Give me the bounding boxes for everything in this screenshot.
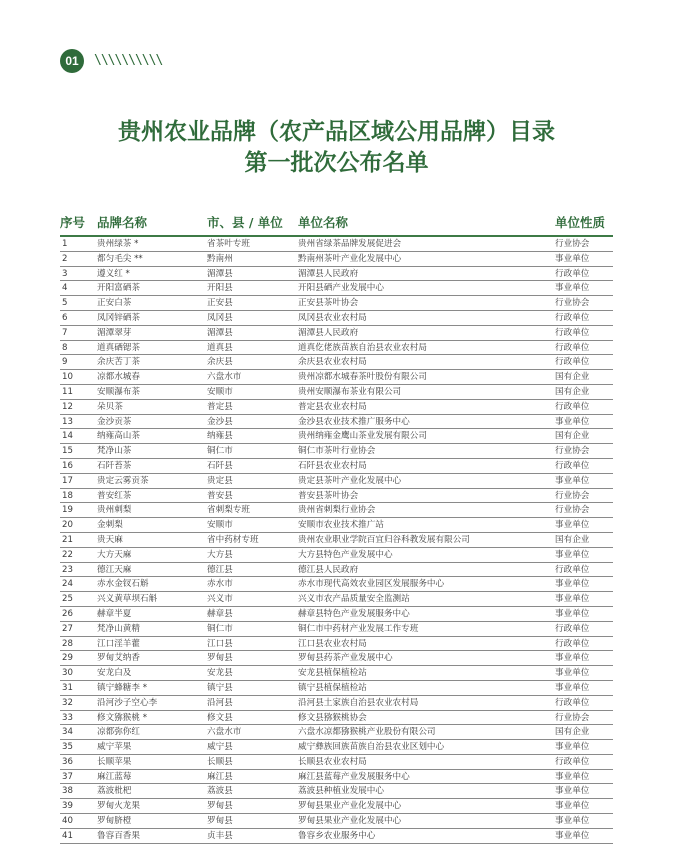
table-row — [60, 637, 613, 652]
city-county: 长顺县 — [207, 756, 233, 767]
row-number: 1 — [62, 239, 68, 249]
city-county: 金沙县 — [207, 416, 233, 427]
col-header-city: 市、县 / 单位 — [207, 215, 283, 230]
unit-type: 行业协会 — [555, 446, 590, 457]
city-county: 道真县 — [207, 342, 233, 353]
row-number: 10 — [62, 372, 73, 383]
unit-type: 事业单位 — [555, 816, 590, 827]
unit-name: 罗甸县药茶产业发展中心 — [298, 653, 393, 664]
unit-name: 湄潭县人民政府 — [298, 327, 359, 338]
table-row — [60, 252, 613, 267]
unit-type: 事业单位 — [555, 653, 590, 664]
table-row — [60, 666, 613, 681]
row-number: 11 — [62, 386, 73, 397]
unit-name: 贵定县茶叶产业化发展中心 — [298, 475, 402, 486]
city-county: 沿河县 — [207, 697, 233, 708]
unit-type: 国有企业 — [555, 386, 590, 397]
brand-name: 鲁容百香果 — [97, 830, 140, 841]
row-number: 30 — [62, 668, 73, 679]
city-county: 贵定县 — [207, 475, 233, 486]
unit-name: 石阡县农业农村局 — [298, 460, 367, 471]
row-number: 18 — [62, 490, 73, 501]
row-number: 29 — [62, 653, 73, 664]
unit-type: 行政单位 — [555, 401, 590, 412]
city-county: 湄潭县 — [207, 327, 233, 338]
brand-name: 威宁苹果 — [97, 742, 132, 753]
unit-name: 镇宁县植保植检站 — [298, 682, 367, 693]
brand-name: 罗甸脐橙 — [97, 816, 132, 827]
table-row — [60, 311, 613, 326]
row-number: 28 — [62, 638, 73, 649]
unit-type: 事业单位 — [555, 608, 590, 619]
city-county: 铜仁市 — [207, 446, 233, 457]
brand-name: 德江天麻 — [97, 564, 132, 575]
row-number: 41 — [62, 830, 73, 841]
brand-name: 安龙白及 — [97, 668, 132, 679]
unit-type: 国有企业 — [555, 431, 590, 442]
city-county: 纳雍县 — [207, 431, 233, 442]
unit-type: 行业协会 — [555, 239, 590, 249]
unit-type: 行政单位 — [555, 357, 590, 368]
unit-name: 麻江县蓝莓产业发展服务中心 — [298, 771, 410, 782]
table-header — [60, 213, 613, 233]
section-number-badge: 01 — [60, 49, 84, 73]
unit-name: 长顺县农业农村局 — [298, 756, 367, 767]
city-county: 铜仁市 — [207, 623, 233, 634]
row-number: 4 — [62, 283, 68, 294]
unit-type: 行政单位 — [555, 312, 590, 323]
row-number: 3 — [62, 268, 68, 279]
unit-type: 事业单位 — [555, 416, 590, 427]
table-row — [60, 370, 613, 385]
unit-type: 行政单位 — [555, 268, 590, 279]
table-row — [60, 563, 613, 578]
brand-name: 正安白茶 — [97, 298, 132, 309]
city-county: 赤水市 — [207, 579, 233, 590]
brand-name: 凉都弥你红 — [97, 727, 140, 738]
city-county: 罗甸县 — [207, 801, 233, 812]
city-county: 镇宁县 — [207, 682, 233, 693]
brand-name: 湄潭翠芽 — [97, 327, 132, 338]
city-county: 威宁县 — [207, 742, 233, 753]
unit-name: 鲁容乡农业服务中心 — [298, 830, 376, 841]
unit-name: 江口县农业农村局 — [298, 638, 367, 649]
table-row — [60, 696, 613, 711]
table-row — [60, 400, 613, 415]
table-row — [60, 799, 613, 814]
unit-type: 事业单位 — [555, 682, 590, 693]
row-number: 24 — [62, 579, 73, 590]
brand-name: 罗甸艾纳香 — [97, 653, 140, 664]
city-county: 兴义市 — [207, 594, 233, 605]
unit-name: 大方县特色产业发展中心 — [298, 549, 393, 560]
table-row — [60, 237, 613, 252]
row-number: 31 — [62, 682, 73, 693]
city-county: 德江县 — [207, 564, 233, 575]
city-county: 余庆县 — [207, 357, 233, 368]
table-row — [60, 651, 613, 666]
brand-name: 修文猕猴桃 * — [97, 712, 147, 723]
table-row — [60, 296, 613, 311]
table-row — [60, 548, 613, 563]
unit-type: 事业单位 — [555, 253, 590, 264]
unit-name: 六盘水凉都猕猴桃产业股份有限公司 — [298, 727, 436, 738]
col-header-brand: 品牌名称 — [97, 215, 148, 230]
brand-name: 荔波枇杷 — [97, 786, 132, 797]
city-county: 开阳县 — [207, 283, 233, 294]
unit-type: 事业单位 — [555, 771, 590, 782]
brand-name: 长顺苹果 — [97, 756, 132, 767]
unit-name: 凤冈县农业农村局 — [298, 312, 367, 323]
row-number: 8 — [62, 342, 68, 353]
page-title: 贵州农业品牌（农产品区域公用品牌）目录 — [118, 119, 555, 145]
city-county: 安龙县 — [207, 668, 233, 679]
table-row — [60, 814, 613, 829]
unit-name: 荔波县种植业发展中心 — [298, 786, 384, 797]
table-row — [60, 267, 613, 282]
city-county: 麻江县 — [207, 771, 233, 782]
row-number: 2 — [62, 253, 68, 264]
unit-type: 事业单位 — [555, 742, 590, 753]
table-row — [60, 429, 613, 444]
unit-type: 行政单位 — [555, 697, 590, 708]
row-number: 38 — [62, 786, 73, 797]
unit-type: 行政单位 — [555, 623, 590, 634]
unit-type: 事业单位 — [555, 594, 590, 605]
brand-name: 余庆苦丁茶 — [97, 357, 140, 368]
row-number: 27 — [62, 623, 73, 634]
unit-type: 国有企业 — [555, 534, 590, 545]
city-county: 安顺市 — [207, 386, 233, 397]
brand-name: 都匀毛尖 ** — [97, 253, 143, 264]
unit-type: 事业单位 — [555, 801, 590, 812]
unit-name: 湄潭县人民政府 — [298, 268, 359, 279]
table-row — [60, 341, 613, 356]
brand-name: 凉都水城春 — [97, 372, 140, 383]
brand-name: 安顺瀑布茶 — [97, 386, 140, 397]
brand-name: 普安红茶 — [97, 490, 132, 501]
unit-name: 黔南州茶叶产业化发展中心 — [298, 253, 402, 264]
table-row — [60, 474, 613, 489]
row-number: 5 — [62, 298, 68, 309]
table-row — [60, 326, 613, 341]
city-county: 正安县 — [207, 298, 233, 309]
brand-name: 贵州绿茶 * — [97, 239, 139, 249]
row-number: 40 — [62, 816, 73, 827]
city-county: 罗甸县 — [207, 816, 233, 827]
city-county: 普安县 — [207, 490, 233, 501]
unit-name: 罗甸县果业产业化发展中心 — [298, 801, 402, 812]
brand-name: 凤冈锌硒茶 — [97, 312, 140, 323]
page-subtitle: 第一批次公布名单 — [244, 150, 429, 176]
unit-type: 行业协会 — [555, 490, 590, 501]
brand-name: 赫章半夏 — [97, 608, 132, 619]
decorative-slashes: \\\\\\\\\\ — [94, 53, 163, 68]
unit-type: 事业单位 — [555, 830, 590, 841]
table-row — [60, 355, 613, 370]
col-header-no: 序号 — [60, 215, 86, 230]
table-row — [60, 770, 613, 785]
brand-name: 贵天麻 — [97, 534, 123, 545]
unit-type: 行政单位 — [555, 638, 590, 649]
city-county: 赫章县 — [207, 608, 233, 619]
city-county: 普定县 — [207, 401, 233, 412]
table-row — [60, 725, 613, 740]
unit-name: 铜仁市中药材产业发展工作专班 — [298, 623, 419, 634]
row-number: 25 — [62, 594, 73, 605]
unit-type: 事业单位 — [555, 668, 590, 679]
unit-type: 事业单位 — [555, 283, 590, 294]
table-row — [60, 829, 613, 844]
row-number: 33 — [62, 712, 73, 723]
row-number: 15 — [62, 446, 73, 457]
table-row — [60, 281, 613, 296]
unit-type: 事业单位 — [555, 475, 590, 486]
table-row — [60, 533, 613, 548]
city-county: 江口县 — [207, 638, 233, 649]
brand-name: 纳雍高山茶 — [97, 431, 140, 442]
table-row — [60, 622, 613, 637]
unit-name: 罗甸县果业产业化发展中心 — [298, 816, 402, 827]
brand-name: 开阳富硒茶 — [97, 283, 140, 294]
unit-name: 开阳县硒产业发展中心 — [298, 283, 384, 294]
unit-type: 行政单位 — [555, 756, 590, 767]
unit-name: 安顺市农业技术推广站 — [298, 520, 384, 531]
unit-name: 安龙县植保植检站 — [298, 668, 367, 679]
city-county: 荔波县 — [207, 786, 233, 797]
unit-name: 贵州安顺瀑布茶业有限公司 — [298, 386, 402, 397]
table-row — [60, 711, 613, 726]
unit-name: 贵州农业职业学院百宜归谷科教发展有限公司 — [298, 534, 470, 545]
brand-table-body — [60, 237, 613, 844]
brand-name: 麻江蓝莓 — [97, 771, 132, 782]
unit-type: 行政单位 — [555, 460, 590, 471]
brand-name: 贵州刺梨 — [97, 505, 132, 516]
row-number: 34 — [62, 727, 73, 738]
city-county: 湄潭县 — [207, 268, 233, 279]
row-number: 32 — [62, 697, 73, 708]
row-number: 22 — [62, 549, 73, 560]
city-county: 凤冈县 — [207, 312, 233, 323]
unit-name: 贵州凉都水城春茶叶股份有限公司 — [298, 372, 427, 383]
city-county: 安顺市 — [207, 520, 233, 531]
city-county: 省中药材专班 — [207, 534, 259, 545]
unit-name: 余庆县农业农村局 — [298, 357, 367, 368]
unit-name: 威宁彝族回族苗族自治县农业区划中心 — [298, 742, 445, 753]
city-county: 省刺梨专班 — [207, 505, 250, 516]
brand-name: 贵定云雾贡茶 — [97, 475, 149, 486]
row-number: 19 — [62, 505, 73, 516]
unit-name: 金沙县农业技术推广服务中心 — [298, 416, 410, 427]
row-number: 35 — [62, 742, 73, 753]
table-row — [60, 681, 613, 696]
table-row — [60, 740, 613, 755]
row-number: 23 — [62, 564, 73, 575]
brand-name: 金刺梨 — [97, 520, 123, 531]
brand-name: 梵净山黄精 — [97, 623, 140, 634]
row-number: 26 — [62, 608, 73, 619]
row-number: 21 — [62, 534, 73, 545]
unit-type: 国有企业 — [555, 372, 590, 383]
city-county: 石阡县 — [207, 460, 233, 471]
row-number: 16 — [62, 460, 73, 471]
row-number: 36 — [62, 756, 73, 767]
col-header-type: 单位性质 — [555, 215, 606, 230]
unit-type: 行政单位 — [555, 327, 590, 338]
row-number: 39 — [62, 801, 73, 812]
city-county: 六盘水市 — [207, 727, 242, 738]
row-number: 9 — [62, 357, 68, 368]
brand-name: 石阡苔茶 — [97, 460, 132, 471]
unit-type: 行政单位 — [555, 564, 590, 575]
row-number: 12 — [62, 401, 73, 412]
table-row — [60, 607, 613, 622]
unit-type: 事业单位 — [555, 520, 590, 531]
table-row — [60, 489, 613, 504]
unit-name: 普安县茶叶协会 — [298, 490, 359, 501]
row-number: 37 — [62, 771, 73, 782]
table-row — [60, 755, 613, 770]
unit-type: 行业协会 — [555, 505, 590, 516]
brand-name: 金沙贡茶 — [97, 416, 132, 427]
row-number: 6 — [62, 312, 68, 323]
unit-type: 行业协会 — [555, 712, 590, 723]
unit-type: 行业协会 — [555, 298, 590, 309]
unit-name: 修文县猕猴桃协会 — [298, 712, 367, 723]
unit-name: 铜仁市茶叶行业协会 — [298, 446, 376, 457]
table-row — [60, 415, 613, 430]
unit-name: 德江县人民政府 — [298, 564, 359, 575]
table-row — [60, 459, 613, 474]
brand-name: 遵义红 * — [97, 268, 130, 279]
unit-name: 贵州省刺梨行业协会 — [298, 505, 376, 516]
row-number: 14 — [62, 431, 73, 442]
unit-name: 赤水市现代高效农业园区发展服务中心 — [298, 579, 445, 590]
brand-name: 大方天麻 — [97, 549, 132, 560]
unit-name: 道真仡佬族苗族自治县农业农村局 — [298, 342, 427, 353]
unit-type: 事业单位 — [555, 549, 590, 560]
brand-name: 罗甸火龙果 — [97, 801, 140, 812]
table-row — [60, 592, 613, 607]
brand-name: 镇宁蜂糖李 * — [97, 682, 147, 693]
unit-name: 沿河县土家族自治县农业农村局 — [298, 697, 419, 708]
row-number: 7 — [62, 327, 68, 338]
unit-name: 普定县农业农村局 — [298, 401, 367, 412]
unit-name: 兴义市农产品质量安全监测站 — [298, 594, 410, 605]
city-county: 六盘水市 — [207, 372, 242, 383]
brand-name: 江口淫羊藿 — [97, 638, 140, 649]
city-county: 大方县 — [207, 549, 233, 560]
table-row — [60, 503, 613, 518]
brand-name: 朵贝茶 — [97, 401, 123, 412]
unit-name: 赫章县特色产业发展服务中心 — [298, 608, 410, 619]
table-row — [60, 784, 613, 799]
table-row — [60, 577, 613, 592]
brand-name: 梵净山茶 — [97, 446, 132, 457]
table-row — [60, 518, 613, 533]
table-row — [60, 385, 613, 400]
unit-type: 事业单位 — [555, 786, 590, 797]
unit-name: 贵州省绿茶品牌发展促进会 — [298, 239, 402, 249]
city-county: 省茶叶专班 — [207, 239, 250, 249]
table-row — [60, 444, 613, 459]
brand-name: 沿河沙子空心李 — [97, 697, 158, 708]
row-number: 13 — [62, 416, 73, 427]
row-number: 17 — [62, 475, 73, 486]
brand-name: 赤水金钗石斛 — [97, 579, 149, 590]
brand-name: 兴义黄草坝石斛 — [97, 594, 158, 605]
unit-name: 贵州纳雍金鹰山茶业发展有限公司 — [298, 431, 427, 442]
brand-name: 道真硒锶茶 — [97, 342, 140, 353]
unit-type: 事业单位 — [555, 579, 590, 590]
city-county: 修文县 — [207, 712, 233, 723]
city-county: 贞丰县 — [207, 830, 233, 841]
unit-type: 国有企业 — [555, 727, 590, 738]
unit-name: 正安县茶叶协会 — [298, 298, 359, 309]
city-county: 黔南州 — [207, 253, 233, 264]
row-number: 20 — [62, 520, 73, 531]
col-header-unit: 单位名称 — [298, 215, 349, 230]
city-county: 罗甸县 — [207, 653, 233, 664]
unit-type: 行政单位 — [555, 342, 590, 353]
